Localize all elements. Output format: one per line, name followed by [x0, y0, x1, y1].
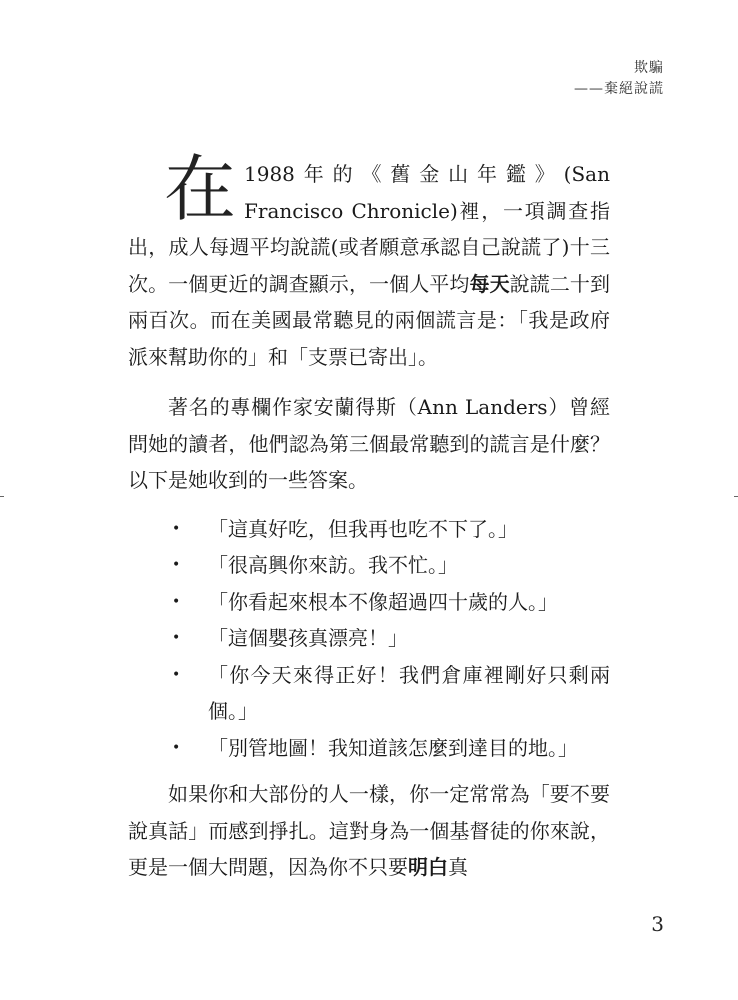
drop-cap: 在 [164, 147, 237, 231]
list-item-text: 「這真好吃，但我再也吃不下了。」 [208, 516, 518, 541]
list-item [128, 547, 610, 584]
third-paragraph [128, 776, 610, 886]
third-text-cont: 真 [448, 855, 468, 879]
emphasis-every-day: 每天 [469, 271, 510, 296]
running-head-subtitle: ——棄絕說謊 [574, 81, 664, 97]
list-item [128, 620, 610, 657]
list-item-text: 「別管地圖！我知道該怎麼到達目的地。」 [208, 735, 578, 760]
list-item-text: 「你看起來根本不像超過四十歲的人。」 [208, 589, 558, 614]
page-number: 3 [651, 912, 664, 936]
answer-list [128, 511, 610, 767]
list-item-text: 「很高興你來訪。我不忙。」 [208, 553, 458, 577]
opening-text-cont: 說謊二十到兩百次。而在美國最常聽見的兩個謊言是：「我是政府派來幫助你的」和「支票已寄出」。 [128, 271, 611, 369]
running-head [574, 58, 664, 100]
list-item-text: 「你今天來得正好！我們倉庫裡剛好只剩兩個。」 [208, 662, 610, 723]
opening-text: 1988年的《舊金山年鑑》(San Francisco Chronicle)裡，一項調查指出，成人每週平均說謊(或者願意承認自己說謊了)十三次。一個更近的調查顯示，一個人平均 [128, 162, 610, 296]
emphasis-understand: 明白 [408, 855, 448, 879]
bullet-marker: • [172, 739, 181, 756]
crop-mark-left [0, 496, 4, 497]
opening-paragraph [128, 147, 611, 375]
list-item [128, 511, 610, 548]
second-paragraph: 著名的專欄作家安蘭得斯（Ann Landers）曾經問她的讀者，他們認為第三個最常聽到的謊言是什麼？以下是她收到的一些答案。 [128, 395, 610, 492]
running-head-title: 欺騙 [634, 60, 664, 76]
list-item [128, 730, 610, 767]
bullet-marker: • [172, 593, 181, 610]
list-item [128, 657, 610, 730]
list-item [128, 584, 610, 621]
bullet-marker: • [172, 666, 181, 683]
bullet-marker: • [172, 630, 181, 646]
crop-mark-right [734, 496, 738, 497]
list-item-text: 「這個嬰孩真漂亮！」 [208, 626, 408, 650]
bullet-marker: • [172, 520, 181, 537]
bullet-marker: • [172, 557, 181, 573]
third-text: 如果你和大部份的人一樣，你一定常常為「要不要說真話」而感到掙扎。這對身為一個基督徒的你來說，更是一個大問題，因為你不只要 [128, 782, 610, 879]
body-text [128, 147, 611, 886]
